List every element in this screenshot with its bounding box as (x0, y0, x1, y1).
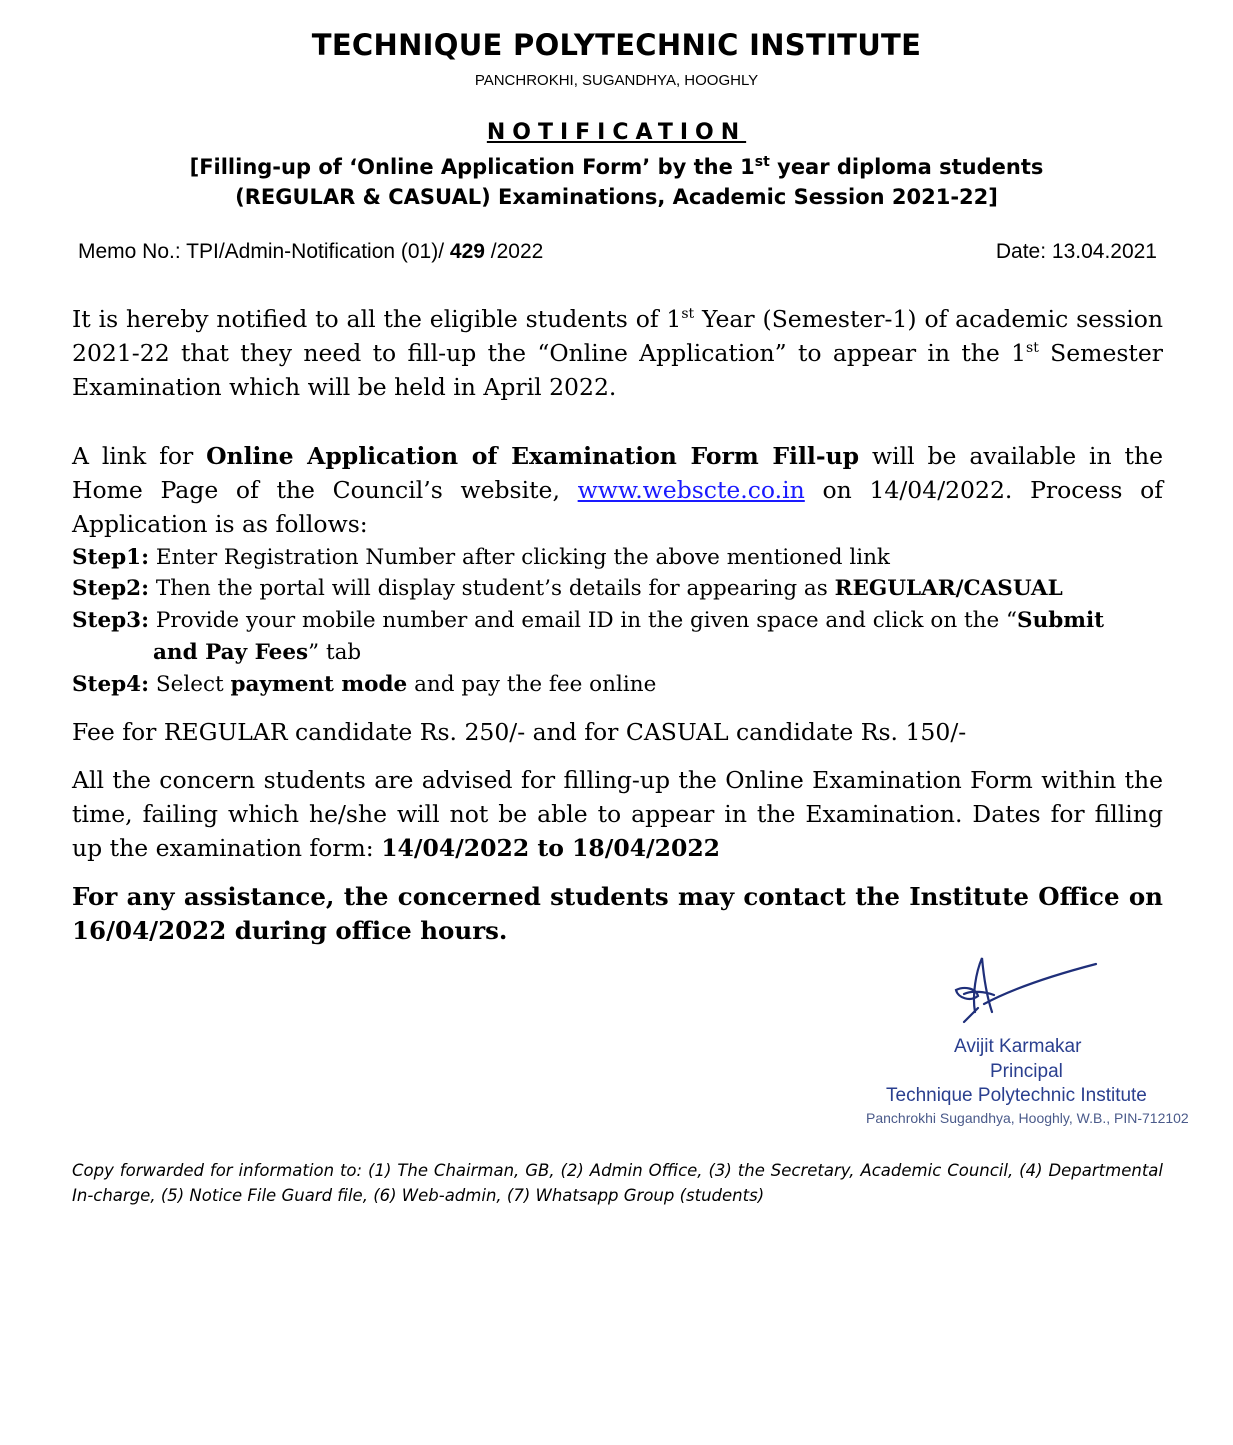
signatory-institute: Technique Polytechnic Institute (886, 1085, 1147, 1106)
institute-address: PANCHROKHI, SUGANDHYA, HOOGHLY (474, 72, 759, 89)
notification-heading: NOTIFICATION (486, 120, 747, 145)
institute-name: TECHNIQUE POLYTECHNIC INSTITUTE (311, 28, 922, 62)
copy-forwarded-list: Copy forwarded for information to: (1) The Chairman, GB, (2) Admin Office, (3) the Secretary, Academic Council, (4) Departmental In-charge, (5) Notice File Guard file, (6) Web-admin, (7) Whatsapp Group (students) (72, 1161, 1163, 1205)
memo-number: Memo No.: TPI/Admin-Notification (01)/ 429 /2022 (78, 240, 544, 263)
assistance-note: For any assistance, the concerned students may contact the Institute Office on 16/04/2022 during office hours. (72, 882, 1163, 945)
step-2: Step2: Then the portal will display student’s details for appearing as REGULAR/CASUAL (72, 576, 1063, 601)
memo-date: Date: 13.04.2021 (995, 240, 1157, 263)
council-website-link[interactable]: www.webscte.co.in (577, 476, 805, 504)
step-4: Step4: Select payment mode and pay the fee online (72, 672, 657, 697)
fee-details: Fee for REGULAR candidate Rs. 250/- and for CASUAL candidate Rs. 150/- (72, 718, 967, 746)
signatory-name: Avijit Karmakar (954, 1036, 1082, 1057)
signatory-designation: Principal (990, 1061, 1063, 1082)
notice-paragraph-2: A link for Online Application of Examination Form Fill-up will be available in the Home Page of the Council’s website, www.webscte.co.in on 14/04/2022. Process of Application is as follows: (72, 442, 1163, 538)
notice-paragraph-1: It is hereby notified to all the eligible students of 1st Year (Semester-1) of academic session 2021-22 that they need to fill-up the “Online Application” to appear in the 1st Semester Examination which will be held in April 2022. (72, 305, 1163, 401)
notice-paragraph-3: All the concern students are advised for filling-up the Online Examination Form within the time, failing which he/she will not be able to appear in the Examination. Dates for filling up the examination form: 14/04/2022 to 18/04/2022 (72, 766, 1163, 862)
step-1: Step1: Enter Registration Number after clicking the above mentioned link (72, 545, 890, 570)
step-3: Step3: Provide your mobile number and email ID in the given space and click on the “Submit and Pay Fees” tab (72, 608, 1105, 665)
notification-subject: [Filling-up of ‘Online Application Form’ by the 1st year diploma students (REGULAR & CASUAL) Examinations, Academic Session 2021-22] (189, 154, 1044, 209)
signatory-address: Panchrokhi Sugandhya, Hooghly, W.B., PIN-712102 (866, 1110, 1189, 1126)
